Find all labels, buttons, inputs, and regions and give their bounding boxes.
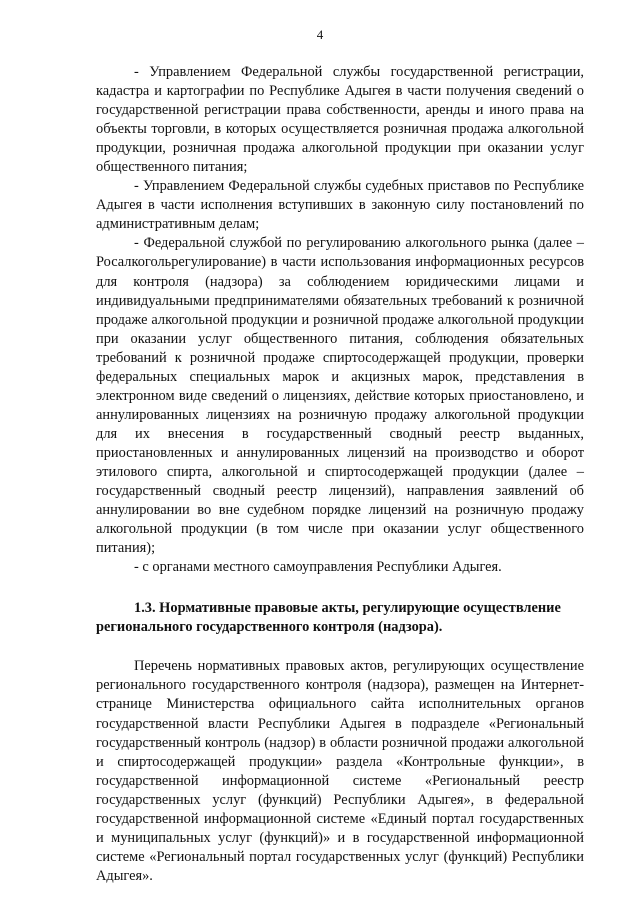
list-item-rosreestr: - Управлением Федеральной службы государственной регистрации, кадастра и картографии по Республике Адыгея в части получения сведений о государственной регистрации права собственности, аренды и иного права на объекты торговли, в которых осуществляется розничная продажа алкогольной продукции, розничная продажа алкогольной продукции при оказании услуг общественного питания; bbox=[96, 64, 584, 176]
list-item-rosalkogol: - Федеральной службой по регулированию алкогольного рынка (далее – Росалкогольрегулирование) в части использования информационных ресурсов для контроля (надзора) за соблюдением юридическими лицами и индивидуальными предпринимателями обязательных требований к розничной продаже алкогольной продукции и розничной продаже алкогольной продукции при оказании услуг общественного питания, соблюдения обязательных требований к розничной продаже спиртосодержащей продукции, проверки федеральных специальных марок и акцизных марок, представления в электронном виде сведений о лицензиях, действие которых приостановлено, и аннулированных лицензиях на розничную продажу алкогольной продукции для их внесения в государственный сводный реестр выданных, приостановленных и аннулированных лицензий на производство и оборот этилового спирта, алкогольной и спиртосодержащей продукции (далее – государственный сводный реестр лицензий), направления заявлений об аннулировании во вне судебном порядке лицензий на розничную продажу алкогольной продукции (в том числе при оказании услуг общественного питания); bbox=[96, 235, 584, 557]
list-item-bailiffs: - Управлением Федеральной службы судебных приставов по Республике Адыгея в части исполнения вступивших в законную силу постановлений по административным делам; bbox=[96, 178, 584, 233]
section-paragraph: Перечень нормативных правовых актов, регулирующих осуществление регионального государственного контроля (надзора), размещен на Интернет-странице Министерства официального сайта исполнительных органов государственной власти Республики Адыгея в подразделе «Региональный государственный контроль (надзор) в области розничной продажи алкогольной и спиртосодержащей продукции» раздела «Контрольные функции», в государственной информационной системе «Региональный реестр государственных услуг (функций) Республики Адыгея», в федеральной государственной информационной системе «Единый портал государственных и муниципальных услуг (функций)» и в государственной информационной системе «Региональный портал государственных услуг (функций) Республики Адыгея». bbox=[96, 658, 584, 884]
section-heading: 1.3. Нормативные правовые акты, регулирующие осуществление регионального государственного контроля (надзора). bbox=[96, 600, 561, 636]
page-number: 4 bbox=[316, 27, 324, 42]
list-item-local-government: - с органами местного самоуправления Республики Адыгея. bbox=[134, 559, 502, 576]
document-body bbox=[96, 63, 584, 886]
